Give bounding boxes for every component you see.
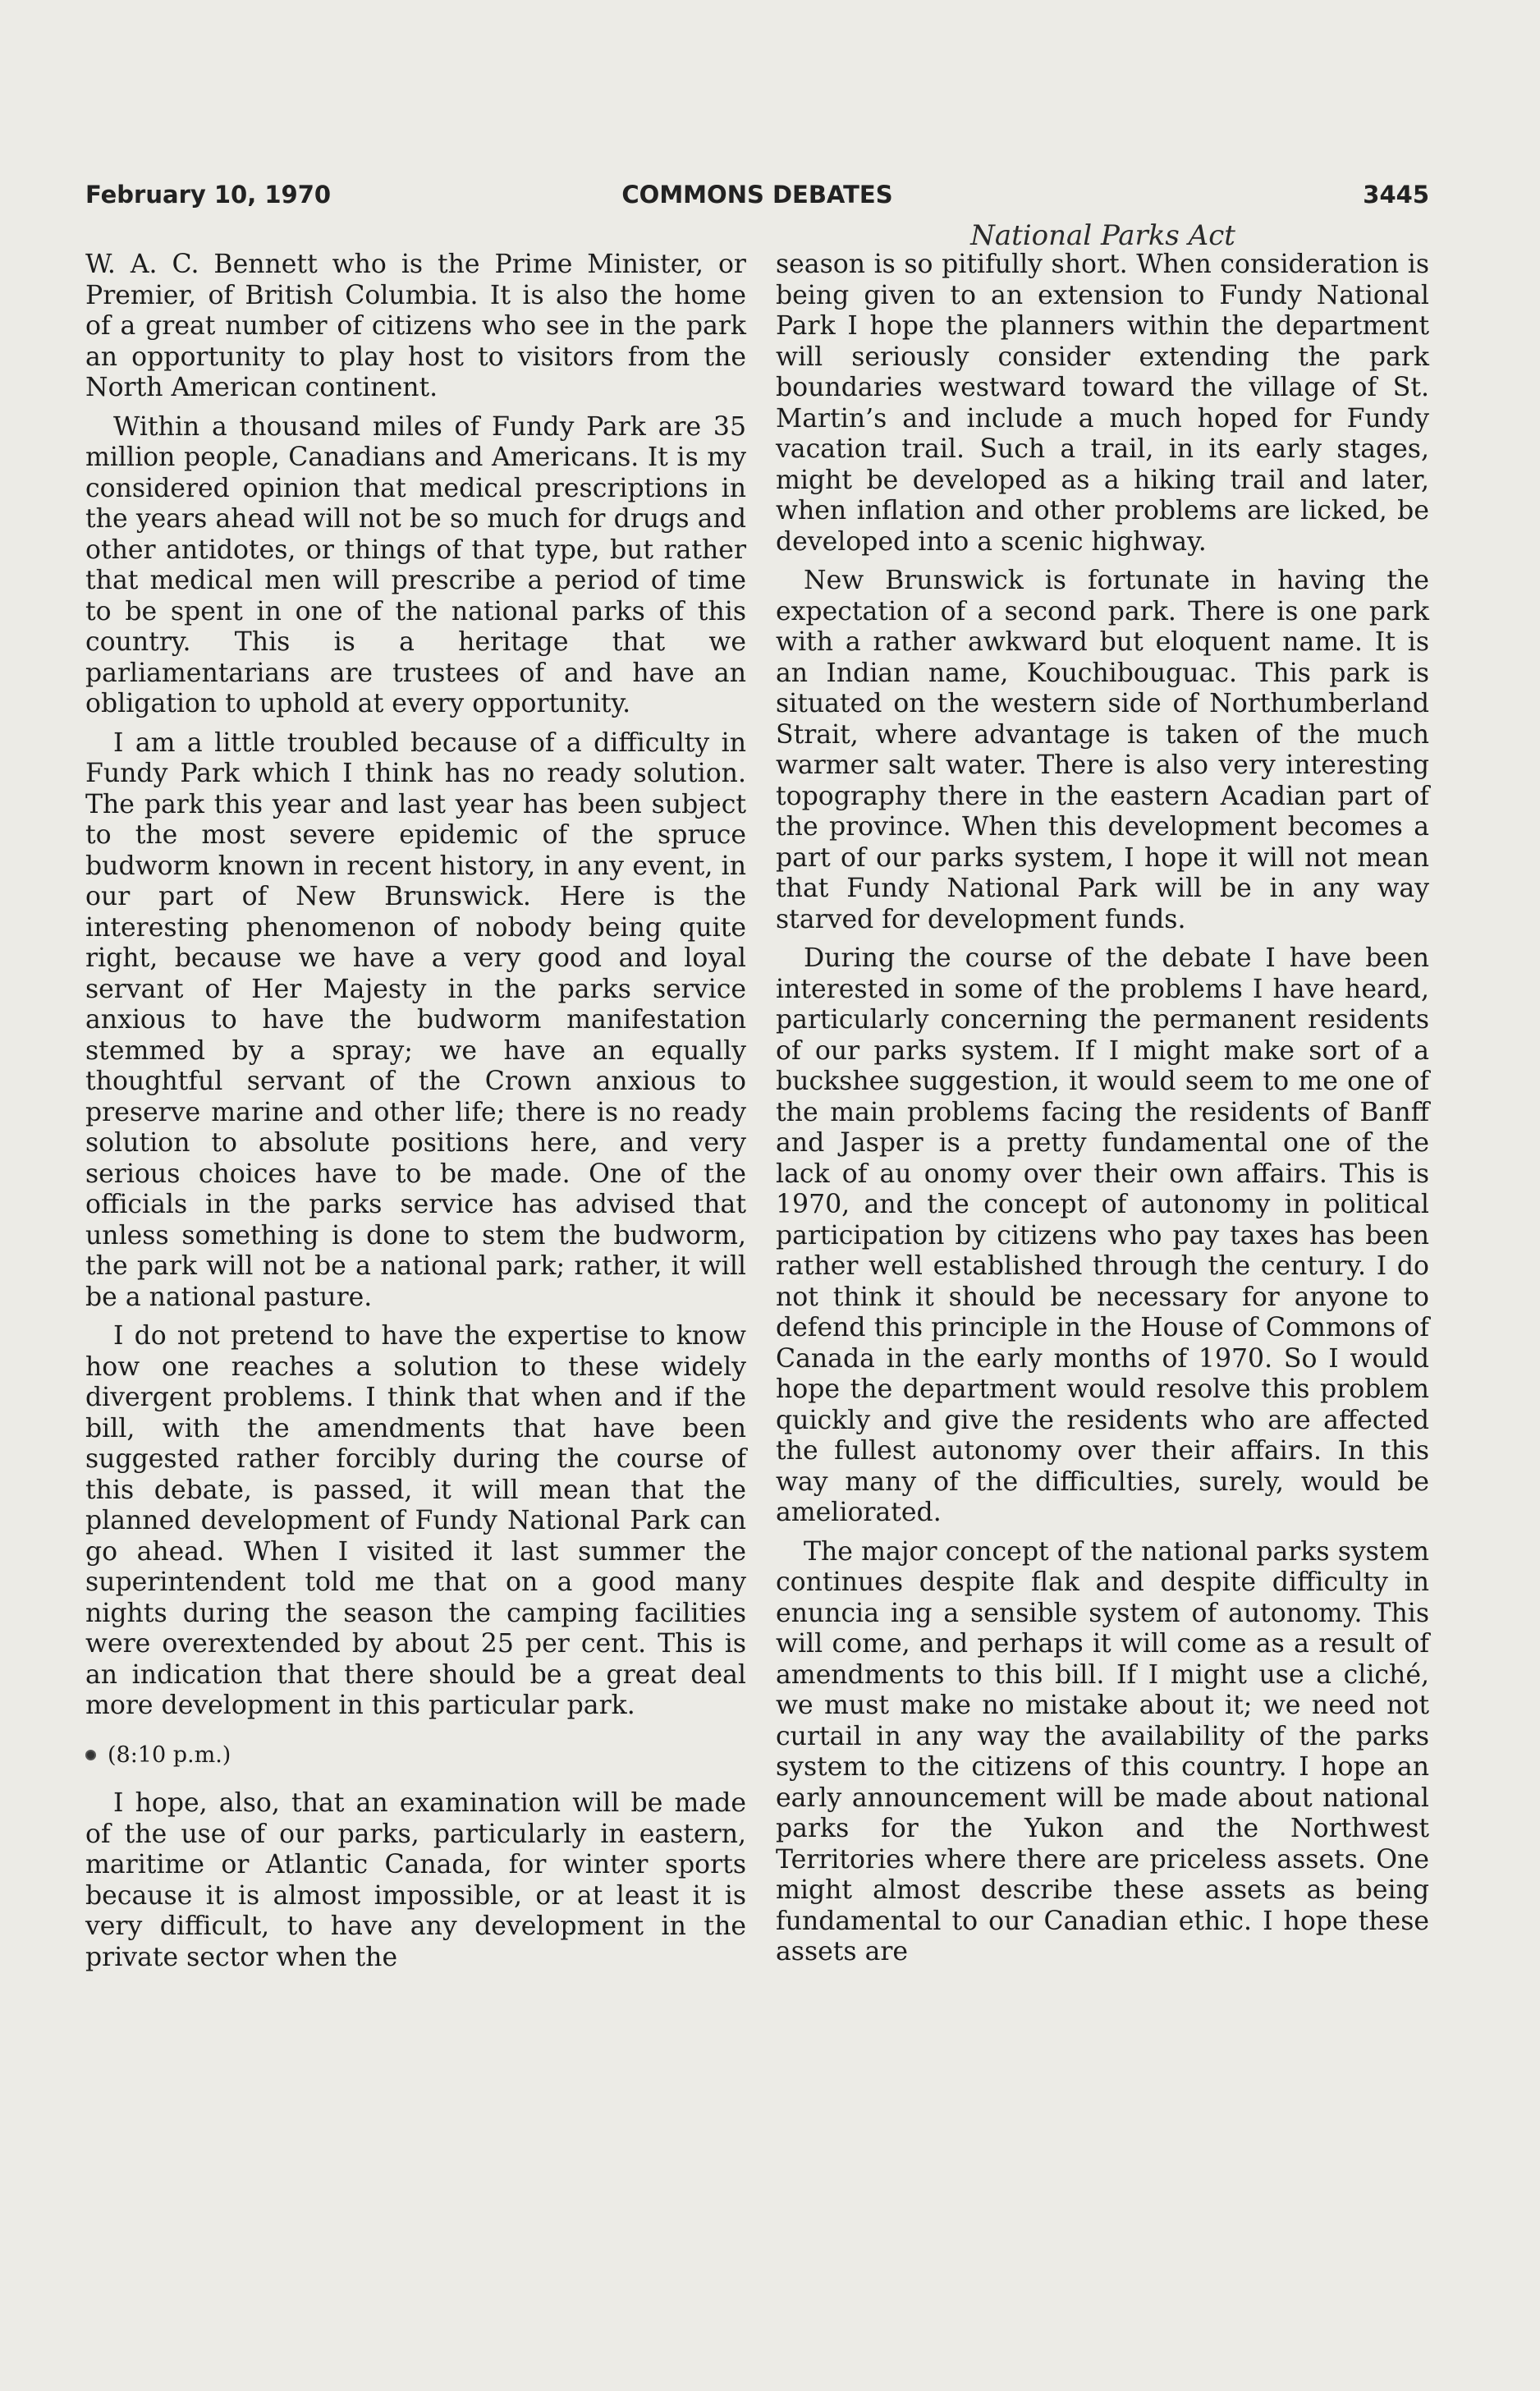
time-stamp-text: (8:10 p.m.): [108, 1742, 231, 1768]
header-publication: COMMONS DEBATES: [621, 181, 893, 209]
header-date: February 10, 1970: [85, 181, 332, 209]
right-paragraph-2: New Brunswick is fortunate in having the expectation of a second park. There is one park with a rather awkward but eloquent name. It is an Indian name, Kouchibouguac. This park is situated on the western side of Northumberland Strait, where advantage is taken of the much warmer salt water. There is also very interesting topography there in the eastern Acadian part of the province. When this development becomes a part of our parks system, I hope it will not mean that Fundy National Park will be in any way starved for development funds.: [776, 566, 1429, 934]
left-paragraph-1: W. A. C. Bennett who is the Prime Minister, or Premier, of British Columbia. It is also the home of a great number of citizens who see in the park an opportunity to play host to visitors from the North American continent.: [85, 250, 746, 402]
left-paragraph-5: I hope, also, that an examination will be made of the use of our parks, particularly in eastern, maritime or Atlantic Canada, for winter sports because it is almost impossible, or at least it is very difficult, to have any development in the private sector when the: [85, 1788, 746, 1972]
left-paragraph-4: I do not pretend to have the expertise to know how one reaches a solution to these widely divergent problems. I think that when and if the bill, with the amendments that have been suggested rather forcibly during the course of this debate, is passed, it will mean that the planned development of Fundy National Park can go ahead. When I visited it last summer the superintendent told me that on a good many nights during the season the camping facilities were overextended by about 25 per cent. This is an indication that there should be a great deal more development in this particular park.: [85, 1321, 746, 1720]
right-paragraph-4: The major concept of the national parks system continues despite flak and despite difficulty in enuncia ing a sensible system of autonomy. This will come, and perhaps it will come as a result of amendments to this bill. If I might use a cliché, we must make no mistake about it; we need not curtail in any way the availability of the parks system to the citizens of this country. I hope an early announcement will be made about national parks for the Yukon and the Northwest Territories where there are priceless assets. One might almost describe these assets as being fundamental to our Canadian ethic. I hope these assets are: [776, 1536, 1429, 1966]
left-column: [85, 250, 746, 1981]
header-page-number: 3445: [1363, 181, 1429, 209]
running-head: National Parks Act: [970, 219, 1235, 252]
time-stamp: [85, 1740, 746, 1771]
left-paragraph-3: I am a little troubled because of a difficulty in Fundy Park which I think has no ready solution. The park this year and last year has been subject to the most severe epidemic of the spruce budworm known in recent history, in any event, in our part of New Brunswick. Here is the interesting phenomenon of nobody being quite right, because we have a very good and loyal servant of Her Majesty in the parks service anxious to have the budworm manifestation stemmed by a spray; we have an equally thoughtful servant of the Crown anxious to preserve marine and other life; there is no ready solution to absolute positions here, and very serious choices have to be made. One of the officials in the parks service has advised that unless something is done to stem the budworm, the park will not be a national park; rather, it will be a national pasture.: [85, 727, 746, 1312]
left-paragraph-2: Within a thousand miles of Fundy Park are 35 million people, Canadians and Americans. It is my considered opinion that medical prescriptions in the years ahead will not be so much for drugs and other antidotes, or things of that type, but rather that medical men will prescribe a period of time to be spent in one of the national parks of this country. This is a heritage that we parliamentarians are trustees of and have an obligation to uphold at every opportunity.: [85, 411, 746, 718]
page-header: [85, 181, 1429, 213]
right-column: [776, 250, 1429, 1976]
right-paragraph-3: During the course of the debate I have been interested in some of the problems I have heard, particularly concerning the permanent residents of our parks system. If I might make sort of a buckshee suggestion, it would seem to me one of the main problems facing the residents of Banff and Jasper is a pretty fundamental one of the lack of au onomy over their own affairs. This is 1970, and the concept of autonomy in political participation by citizens who pay taxes has been rather well established through the century. I do not think it should be necessary for anyone to defend this principle in the House of Commons of Canada in the early months of 1970. So I would hope the department would resolve this problem quickly and give the residents who are affected the fullest autonomy over their affairs. In this way many of the difficulties, surely, would be ameliorated.: [776, 943, 1429, 1527]
right-paragraph-1: season is so pitifully short. When consideration is being given to an extension to Fundy National Park I hope the planners within the department will seriously consider extending the park boundaries westward toward the village of St. Martin’s and include a much hoped for Fundy vacation trail. Such a trail, in its early stages, might be developed as a hiking trail and later, when inflation and other problems are licked, be developed into a scenic highway.: [776, 250, 1429, 557]
bullet-icon: [85, 1750, 96, 1760]
